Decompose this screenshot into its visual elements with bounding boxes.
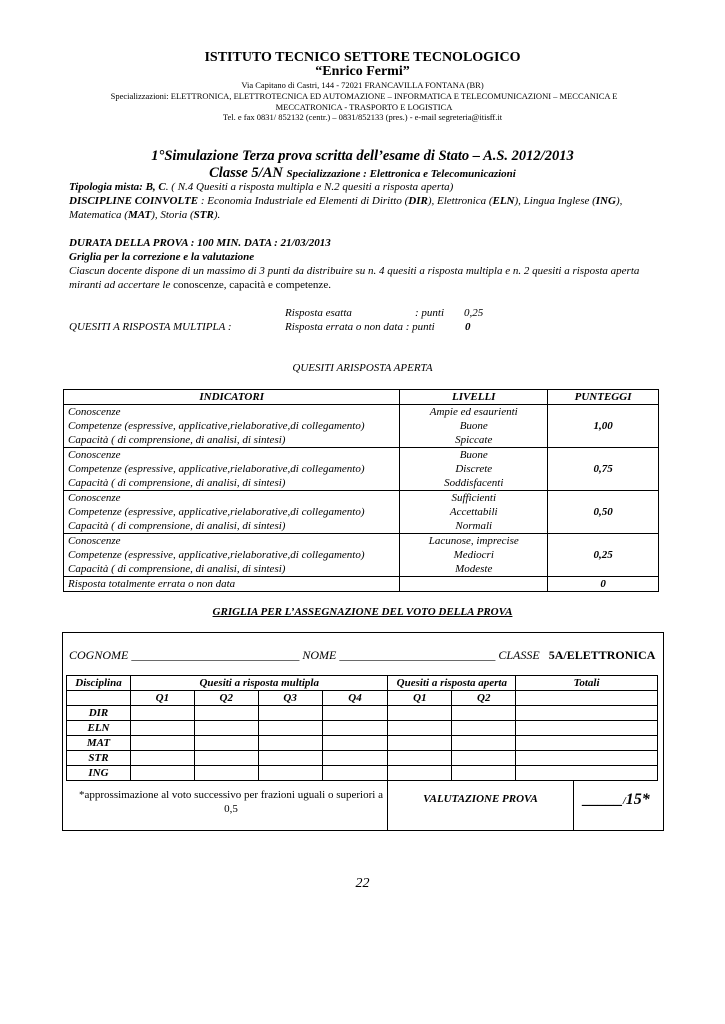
- indicator: Capacità ( di comprensione, di analisi, di sintesi): [68, 477, 286, 489]
- divider: [387, 781, 388, 830]
- indicatori-cell: [64, 448, 400, 491]
- classe-value: 5A/ELETTRONICA: [548, 648, 656, 662]
- subject-label: ELN: [67, 721, 131, 736]
- tipologia-label: Tipologia mista:: [69, 181, 143, 193]
- score-cell[interactable]: [452, 721, 516, 736]
- score-cell[interactable]: [258, 721, 322, 736]
- score-cell[interactable]: [322, 766, 388, 781]
- indicator: Competenze (espressive, applicative,rielaborative,di collegamento): [68, 463, 365, 475]
- divider: [573, 781, 574, 830]
- student-line: [69, 648, 655, 663]
- score-field[interactable]: [583, 791, 650, 809]
- durata-line: DURATA DELLA PROVA : 100 MIN. DATA : 21/03/2013: [69, 237, 331, 249]
- score-cell[interactable]: [452, 706, 516, 721]
- cognome-label: COGNOME: [69, 648, 129, 662]
- score-cell[interactable]: [194, 706, 258, 721]
- voto-heading: GRIGLIA PER L’ASSEGNAZIONE DEL VOTO DELLA PROVA: [212, 606, 513, 618]
- punteggio-cell: 0,75: [548, 448, 659, 491]
- score-cell[interactable]: [258, 751, 322, 766]
- punteggio-cell: 0: [548, 577, 659, 592]
- subject-label: ING: [67, 766, 131, 781]
- header-livelli: LIVELLI: [400, 390, 548, 405]
- discipline-label: DISCIPLINE COINVOLTE: [69, 195, 199, 207]
- indicatori-cell: [64, 491, 400, 534]
- header-indicatori: INDICATORI: [64, 390, 400, 405]
- punti-label: : punti: [415, 307, 445, 319]
- discipline-text: ), Matematica (: [69, 195, 623, 221]
- score-cell[interactable]: [388, 736, 452, 751]
- q-header: Q2: [452, 691, 516, 706]
- indicator: Capacità ( di comprensione, di analisi, di sintesi): [68, 563, 286, 575]
- q-header: Q1: [130, 691, 194, 706]
- table-row: [64, 448, 659, 491]
- evaluation-table: [63, 389, 659, 592]
- school-name: “Enrico Fermi”: [315, 64, 410, 79]
- risposta-esatta-label: Risposta esatta: [285, 307, 352, 319]
- discipline-text: ).: [213, 209, 221, 221]
- score-max: 15*: [625, 791, 650, 808]
- page-number: 22: [355, 876, 370, 891]
- subject-label: DIR: [67, 706, 131, 721]
- school-address: Via Capitano di Castri, 144 - 72021 FRANCAVILLA FONTANA (BR): [241, 80, 484, 90]
- score-cell[interactable]: [452, 766, 516, 781]
- subject-label: MAT: [67, 736, 131, 751]
- score-blank[interactable]: _____: [583, 791, 623, 808]
- indicator: Competenze (espressive, applicative,rielaborative,di collegamento): [68, 420, 365, 432]
- score-cell[interactable]: [388, 751, 452, 766]
- discipline-text: ), Elettronica (: [427, 195, 493, 207]
- score-cell[interactable]: [258, 736, 322, 751]
- score-cell[interactable]: [130, 751, 194, 766]
- grid-subheader-row: [67, 691, 658, 706]
- level: Soddisfacenti: [444, 477, 504, 489]
- multipla-row-1: [285, 306, 505, 320]
- level: Lacunose, imprecise: [428, 535, 519, 547]
- discipline-text: : Economia Industriale ed Elementi di Diritto (: [198, 195, 409, 207]
- indicator: Conoscenze: [68, 535, 121, 547]
- multipla-label: QUESITI A RISPOSTA MULTIPLA :: [69, 321, 232, 333]
- q-header: Q2: [194, 691, 258, 706]
- tipologia-line: [69, 180, 657, 194]
- level: Discrete: [455, 463, 493, 475]
- risposta-errata-value: 0: [465, 321, 471, 333]
- grid-row: [67, 736, 658, 751]
- level: Buone: [459, 420, 488, 432]
- punteggio-cell: 0,25: [548, 534, 659, 577]
- vote-grid: [66, 675, 658, 781]
- cognome-field[interactable]: ____________________________: [131, 648, 300, 662]
- school-specializations: Specializzazioni: ELETTRONICA, ELETTROTECNICA ED AUTOMAZIONE – INFORMATICA E TELECOMUNICAZIONI – MECCANICA E MECCATRONICA - TRASPORTO E LOGISTICA: [110, 91, 618, 112]
- footnote: *approssimazione al voto successivo per frazioni uguali o superiori a 0,5: [79, 789, 383, 815]
- subject-ing: ING: [595, 195, 616, 207]
- risposta-esatta-value: 0,25: [464, 307, 484, 319]
- score-cell[interactable]: [322, 706, 388, 721]
- header-punteggi: PUNTEGGI: [548, 390, 659, 405]
- score-cell[interactable]: [194, 736, 258, 751]
- indicator: Capacità ( di comprensione, di analisi, di sintesi): [68, 434, 286, 446]
- total-cell[interactable]: [516, 766, 658, 781]
- totali-header: Totali: [516, 676, 658, 691]
- disciplina-header: Disciplina: [67, 676, 131, 691]
- indicator: Conoscenze: [68, 492, 121, 504]
- score-cell[interactable]: [130, 736, 194, 751]
- griglia-text-normal: conoscenze, capacità e competenze.: [173, 279, 331, 291]
- indicatori-cell: [64, 405, 400, 448]
- empty-cell: [516, 691, 658, 706]
- livelli-cell: [400, 577, 548, 592]
- indicator: Competenze (espressive, applicative,rielaborative,di collegamento): [68, 506, 365, 518]
- griglia-text-italic: Ciascun docente dispone di un massimo di 3 punti da distribuire su n. 4 quesiti a risposta multipla e n. 2 quesiti a risposta aperta miranti ad accertare le: [69, 265, 640, 291]
- indicatori-cell: Risposta totalmente errata o non data: [64, 577, 400, 592]
- indicator: Competenze (espressive, applicative,rielaborative,di collegamento): [68, 549, 365, 561]
- score-cell[interactable]: [452, 751, 516, 766]
- nome-label: NOME: [302, 648, 337, 662]
- level: Normali: [455, 520, 493, 532]
- score-cell[interactable]: [194, 721, 258, 736]
- score-cell[interactable]: [388, 721, 452, 736]
- score-cell[interactable]: [452, 736, 516, 751]
- aperta-heading: QUESITI ARISPOSTA APERTA: [292, 362, 433, 374]
- score-cell[interactable]: [388, 766, 452, 781]
- grid-row: [67, 706, 658, 721]
- table-header-row: [64, 390, 659, 405]
- grid-row: [67, 751, 658, 766]
- discipline-text: ), Storia (: [151, 209, 194, 221]
- class-label: Classe 5/AN: [209, 165, 283, 181]
- total-cell[interactable]: [516, 736, 658, 751]
- livelli-cell: [400, 405, 548, 448]
- grid-row: [67, 721, 658, 736]
- livelli-cell: [400, 534, 548, 577]
- indicator: Capacità ( di comprensione, di analisi, di sintesi): [68, 520, 286, 532]
- score-cell[interactable]: [258, 706, 322, 721]
- livelli-cell: [400, 491, 548, 534]
- multipla-header: Quesiti a risposta multipla: [130, 676, 388, 691]
- school-type: ISTITUTO TECNICO SETTORE TECNOLOGICO: [204, 50, 521, 65]
- griglia-text: [69, 264, 657, 292]
- indicator: Conoscenze: [68, 449, 121, 461]
- discipline-text: ), Lingua Inglese (: [514, 195, 596, 207]
- class-specialization: Specializzazione : Elettronica e Telecomunicazioni: [286, 168, 516, 180]
- table-row: [64, 534, 659, 577]
- risposta-errata-label: Risposta errata o non data : punti: [285, 321, 435, 333]
- livelli-cell: [400, 448, 548, 491]
- level: Buone: [459, 449, 488, 461]
- q-header: Q3: [258, 691, 322, 706]
- score-cell[interactable]: [130, 706, 194, 721]
- punteggio-cell: 1,00: [548, 405, 659, 448]
- total-cell[interactable]: [516, 751, 658, 766]
- table-row: [64, 491, 659, 534]
- level: Accettabili: [449, 506, 498, 518]
- subject-label: STR: [67, 751, 131, 766]
- table-row: [64, 405, 659, 448]
- school-contacts: Tel. e fax 0831/ 852132 (centr.) – 0831/852133 (pres.) - e-mail segreteria@itisff.it: [222, 112, 503, 122]
- level: Ampie ed esaurienti: [429, 406, 518, 418]
- score-slash: /: [623, 796, 626, 807]
- tipologia-value: B, C: [145, 181, 166, 193]
- q-header: Q1: [388, 691, 452, 706]
- subject-eln: ELN: [492, 195, 515, 207]
- total-cell[interactable]: [516, 706, 658, 721]
- grid-row: [67, 766, 658, 781]
- nome-field[interactable]: __________________________: [339, 648, 496, 662]
- score-cell[interactable]: [258, 766, 322, 781]
- indicatori-cell: [64, 534, 400, 577]
- level: Sufficienti: [451, 492, 497, 504]
- score-cell[interactable]: [130, 766, 194, 781]
- q-header: Q4: [322, 691, 388, 706]
- grid-header-row: [67, 676, 658, 691]
- score-cell[interactable]: [322, 721, 388, 736]
- level: Modeste: [455, 563, 493, 575]
- score-cell[interactable]: [130, 721, 194, 736]
- score-cell[interactable]: [322, 736, 388, 751]
- score-cell[interactable]: [194, 766, 258, 781]
- subject-str: STR: [193, 209, 214, 221]
- table-row: [64, 577, 659, 592]
- empty-cell: [67, 691, 131, 706]
- level: Spiccate: [455, 434, 493, 446]
- score-cell[interactable]: [322, 751, 388, 766]
- score-cell[interactable]: [194, 751, 258, 766]
- subject-dir: DIR: [408, 195, 428, 207]
- punteggio-cell: 0,50: [548, 491, 659, 534]
- score-cell[interactable]: [388, 706, 452, 721]
- total-cell[interactable]: [516, 721, 658, 736]
- valutazione-label: VALUTAZIONE PROVA: [423, 793, 538, 805]
- indicator: Conoscenze: [68, 406, 121, 418]
- discipline-line: [69, 194, 657, 222]
- griglia-heading: Griglia per la correzione e la valutazione: [69, 251, 255, 263]
- subject-mat: MAT: [127, 209, 152, 221]
- multipla-row-2: [285, 320, 505, 334]
- classe-label: CLASSE: [498, 648, 540, 662]
- aperta-header: Quesiti a risposta aperta: [388, 676, 516, 691]
- exam-title: 1°Simulazione Terza prova scritta dell’esame di Stato – A.S. 2012/2013: [151, 148, 574, 164]
- tipologia-detail: . ( N.4 Quesiti a risposta multipla e N.2 quesiti a risposta aperta): [165, 181, 454, 193]
- level: Mediocri: [453, 549, 494, 561]
